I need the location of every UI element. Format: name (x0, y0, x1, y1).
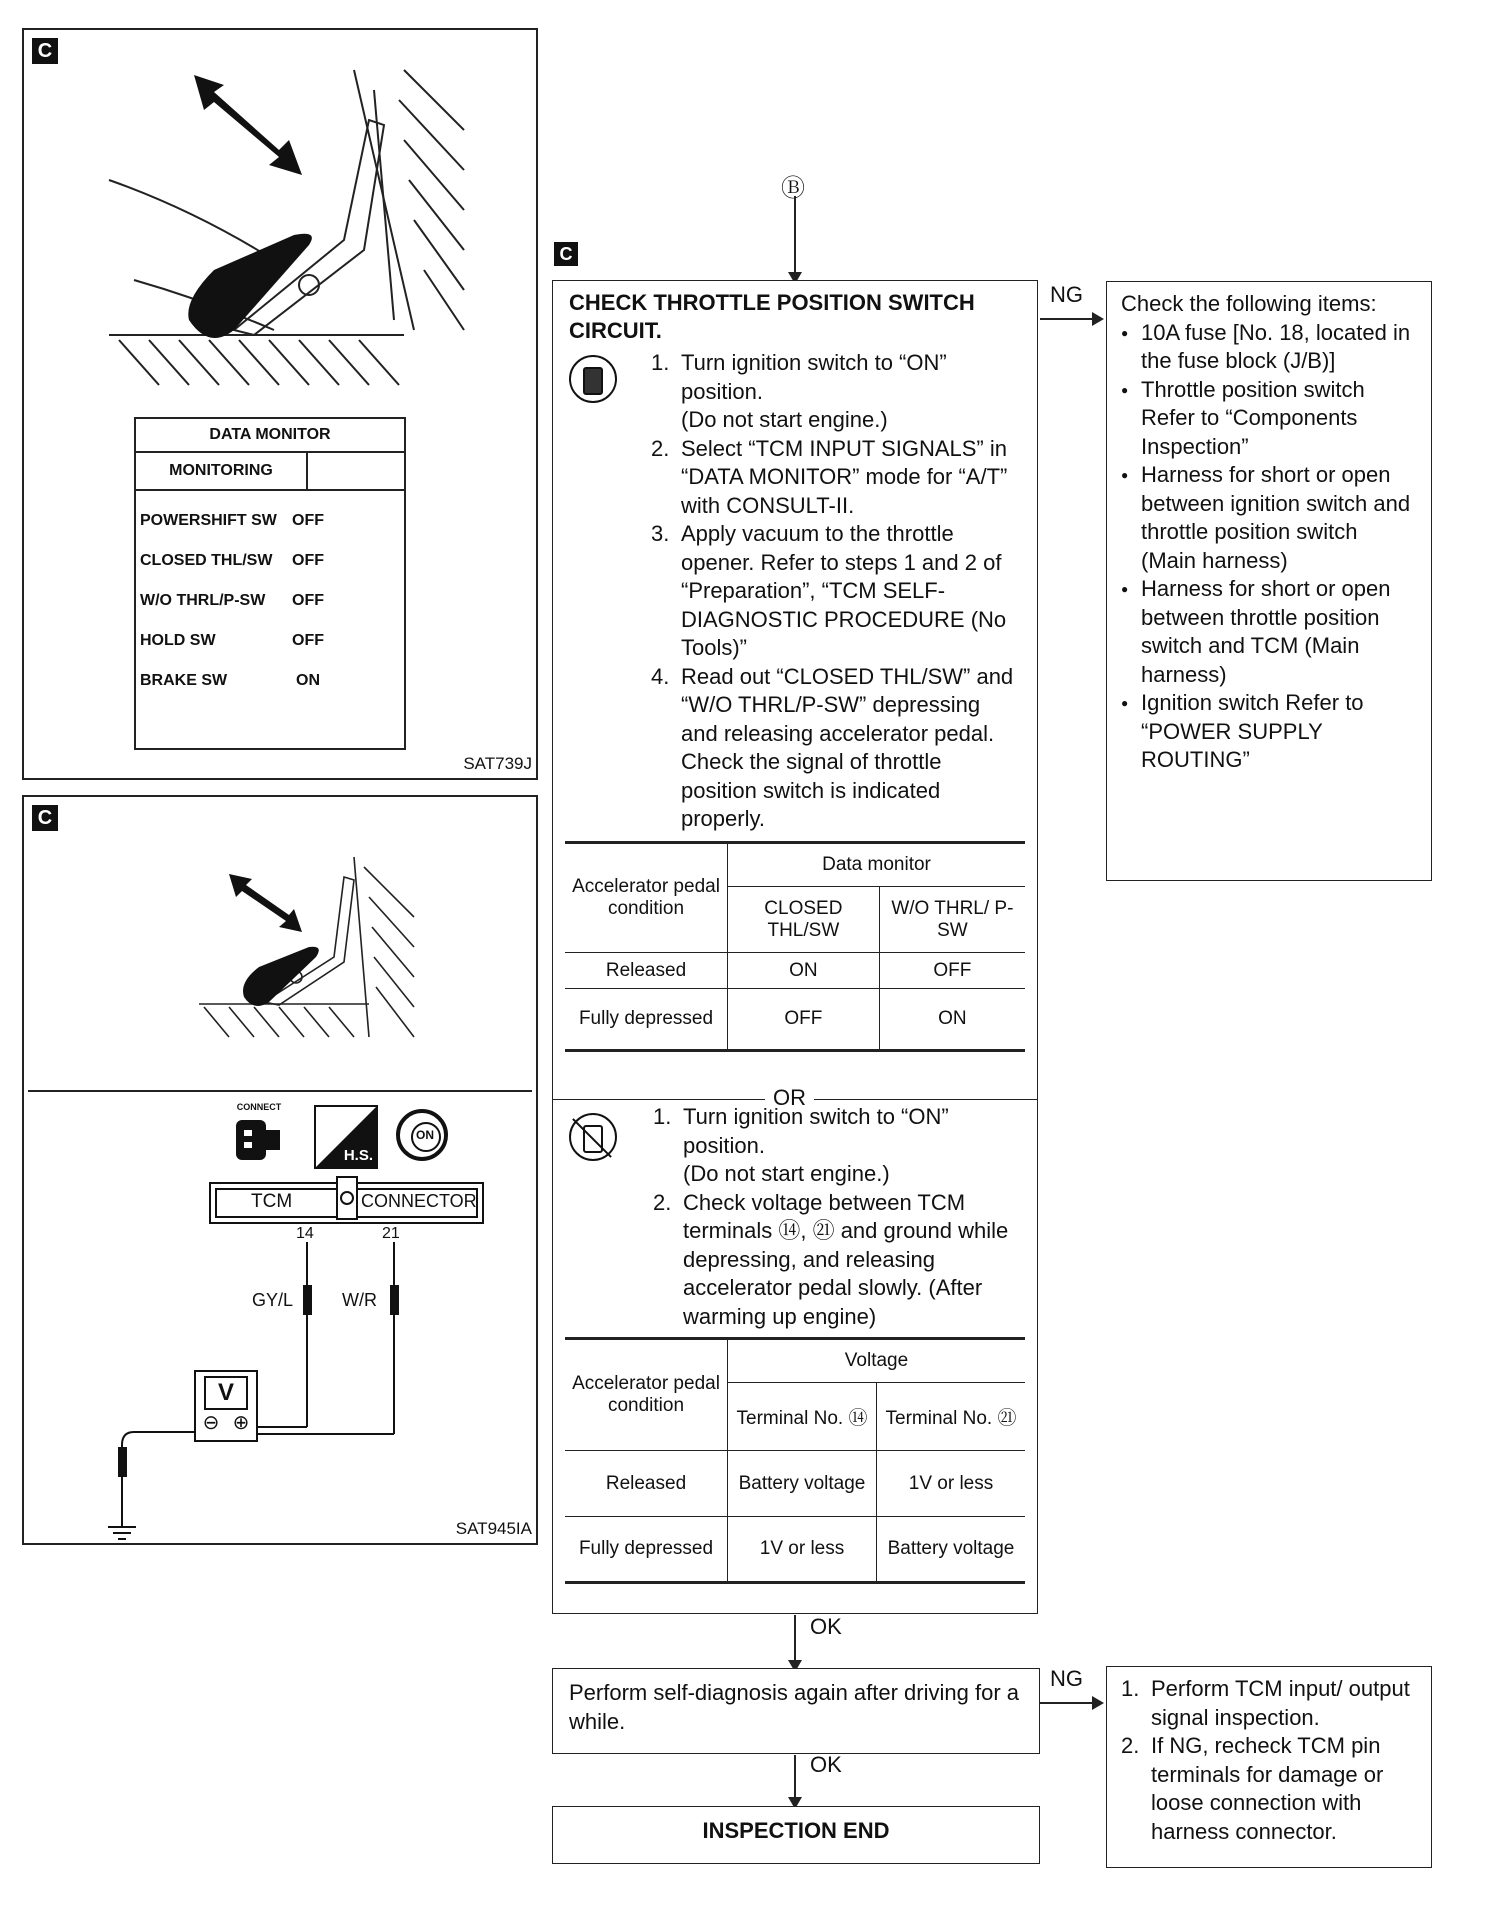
col-closed-thl: CLOSED THL/SW (728, 887, 880, 953)
step-number: 4. (651, 663, 670, 689)
table-cell: Battery voltage (728, 1451, 877, 1517)
ng-tcm-steps (1121, 1675, 1417, 1846)
voltmeter-label: V (204, 1376, 248, 1410)
table-cell: 1V or less (728, 1517, 877, 1583)
ng-check-item: ● Throttle position switch Refer to “Components Inspection” (1121, 376, 1417, 462)
no-consult-icon (569, 1113, 617, 1161)
figure-voltage-check (22, 795, 538, 1545)
table-cell: Released (565, 953, 728, 989)
monitor-row (136, 501, 404, 541)
data-monitor-panel (134, 417, 406, 750)
table-cell: Released (565, 1451, 728, 1517)
figure-pedal-data-monitor (22, 28, 538, 780)
ng-check-item: ● Harness for short or open between ignition switch and throttle position switch (Main harness) (1121, 461, 1417, 575)
data-monitor-title: DATA MONITOR (136, 419, 404, 453)
table-row (565, 953, 1025, 989)
monitor-item-value: OFF (292, 632, 324, 649)
table-row (565, 1451, 1025, 1517)
monitor-row (136, 661, 404, 701)
table-cell: 1V or less (877, 1451, 1025, 1517)
monitor-item-name: POWERSHIFT SW (140, 512, 277, 529)
table-cell: Battery voltage (877, 1517, 1025, 1583)
check-box (552, 280, 1038, 1614)
col-wo-thrl: W/O THRL/ P-SW (879, 887, 1025, 953)
monitor-item-name: W/O THRL/P-SW (140, 592, 266, 609)
self-diagnosis-text: Perform self-diagnosis again after driving for a while. (569, 1680, 1019, 1734)
step-item (653, 1103, 1023, 1189)
col-terminal-21: Terminal No. ㉑ (877, 1383, 1025, 1451)
step-item (653, 1189, 1023, 1332)
monitor-row (136, 621, 404, 661)
step-number: 2. (1121, 1733, 1140, 1758)
table-row (565, 989, 1025, 1051)
step-item (651, 663, 1021, 834)
ng-check-item: ● Ignition switch Refer to “POWER SUPPLY ROUTING” (1121, 689, 1417, 775)
step-text: If NG, recheck TCM pin terminals for damage or loose connection with harness connector. (1151, 1733, 1384, 1844)
pedal-illustration-small (24, 797, 536, 1097)
col-terminal-14: Terminal No. ⑭ (728, 1383, 877, 1451)
accelerator-pedal-illustration (24, 30, 536, 390)
step-item (651, 349, 1021, 435)
monitor-item-value: OFF (292, 512, 324, 529)
minus-terminal: ⊖ (202, 1412, 220, 1434)
monitor-item-value: OFF (292, 552, 324, 569)
table-row (565, 1517, 1025, 1583)
voltage-check-table (565, 1337, 1025, 1584)
self-diagnosis-box (552, 1668, 1040, 1754)
ng-check-item: ● Harness for short or open between throttle position switch and TCM (Main harness) (1121, 575, 1417, 689)
on-label: ON (416, 1128, 434, 1142)
step-number: 1. (653, 1104, 672, 1129)
tcm-connector (209, 1182, 484, 1224)
check-badge: C (554, 242, 578, 266)
step-number: 3. (651, 521, 670, 546)
monitor-item-name: CLOSED THL/SW (140, 552, 273, 569)
ng-label-2: NG (1050, 1666, 1083, 1691)
connect-label: CONNECT (236, 1102, 282, 1112)
col-voltage: Voltage (728, 1339, 1026, 1383)
table-cell: Fully depressed (565, 1517, 728, 1583)
table-cell: ON (879, 989, 1025, 1051)
figure-badge: C (32, 38, 58, 64)
or-label: OR (765, 1085, 814, 1111)
col-accel-condition: Accelerator pedal condition (565, 843, 728, 953)
start-marker: Ⓑ (781, 175, 805, 202)
step-item (651, 520, 1021, 663)
ng-check-item: ● 10A fuse [No. 18, located in the fuse block (J/B)] (1121, 319, 1417, 376)
hs-label: H.S. (343, 1147, 373, 1164)
step-number: 1. (1121, 1676, 1140, 1701)
ng-label-1: NG (1050, 282, 1083, 307)
col-data-monitor: Data monitor (728, 843, 1026, 887)
steps-consult (651, 349, 1021, 834)
figure-code: SAT945IA (455, 1519, 532, 1538)
step-text: Check voltage between TCM terminals ⑭, ㉑ and ground while depressing, and releasing accelerator pedal slowly. (After warming up engine) (683, 1189, 1009, 1329)
ng-check-items-box (1106, 281, 1432, 881)
data-monitor-table (136, 501, 404, 701)
step-text: Turn ignition switch to “ON” position. (Do not start engine.) (683, 1104, 949, 1186)
figure-badge: C (32, 805, 58, 831)
monitor-row (136, 581, 404, 621)
connect-icon (224, 1102, 294, 1172)
step-item (1121, 1675, 1417, 1732)
ng-check-list (1121, 319, 1417, 775)
monitoring-label: MONITORING (136, 453, 308, 489)
connector-lock (336, 1176, 358, 1220)
figure-code: SAT739J (463, 754, 532, 773)
data-monitor-check-table (565, 841, 1025, 1052)
step-number: 1. (651, 350, 670, 375)
table-cell: Fully depressed (565, 989, 728, 1051)
step-item (1121, 1732, 1417, 1846)
pin-14-label: 14 (296, 1225, 314, 1242)
wire-wr-label: W/R (342, 1290, 377, 1310)
inspection-end-label: INSPECTION END (702, 1818, 890, 1843)
table-cell: OFF (728, 989, 880, 1051)
step-text: Perform TCM input/ output signal inspection. (1151, 1676, 1410, 1730)
monitor-item-value: OFF (292, 592, 324, 609)
steps-no-tools (653, 1103, 1023, 1331)
inspection-end-box (552, 1806, 1040, 1864)
monitor-row (136, 541, 404, 581)
monitor-item-name: BRAKE SW (140, 672, 228, 689)
step-item (651, 435, 1021, 521)
step-number: 2. (651, 435, 670, 461)
hs-icon (314, 1105, 378, 1169)
check-title: CHECK THROTTLE POSITION SWITCH CIRCUIT. (569, 290, 975, 343)
connector-label: CONNECTOR (361, 1191, 477, 1211)
tcm-label: TCM (251, 1191, 293, 1212)
step-number: 2. (653, 1189, 672, 1215)
pin-21-label: 21 (382, 1225, 400, 1242)
monitor-item-name: HOLD SW (140, 632, 216, 649)
consult-icon (569, 355, 617, 403)
monitor-item-value: ON (296, 672, 320, 689)
plus-terminal: ⊕ (232, 1412, 250, 1434)
voltmeter (194, 1370, 258, 1442)
ng-tcm-inspection-box (1106, 1666, 1432, 1868)
wire-gyl-label: GY/L (252, 1290, 294, 1310)
step-text: Apply vacuum to the throttle opener. Refer to steps 1 and 2 of “Preparation”, “TCM SELF-DIAGNOSTIC PROCEDURE (No Tools)” (681, 521, 1007, 660)
ng-check-title: Check the following items: (1121, 291, 1377, 316)
ok-label-2: OK (810, 1752, 842, 1777)
step-text: Turn ignition switch to “ON” position. (Do not start engine.) (681, 350, 947, 432)
ok-label-1: OK (810, 1614, 842, 1639)
col-accel-condition: Accelerator pedal condition (565, 1339, 728, 1451)
table-cell: ON (728, 953, 880, 989)
step-text: Read out “CLOSED THL/SW” and “W/O THRL/P-SW” depressing and releasing accelerator pedal. Check the signal of throttle position switch is indicated properly. (681, 663, 1014, 831)
step-text: Select “TCM INPUT SIGNALS” in “DATA MONITOR” mode for “A/T” with CONSULT-II. (681, 435, 1008, 518)
table-cell: OFF (879, 953, 1025, 989)
ignition-on-icon (394, 1107, 450, 1163)
